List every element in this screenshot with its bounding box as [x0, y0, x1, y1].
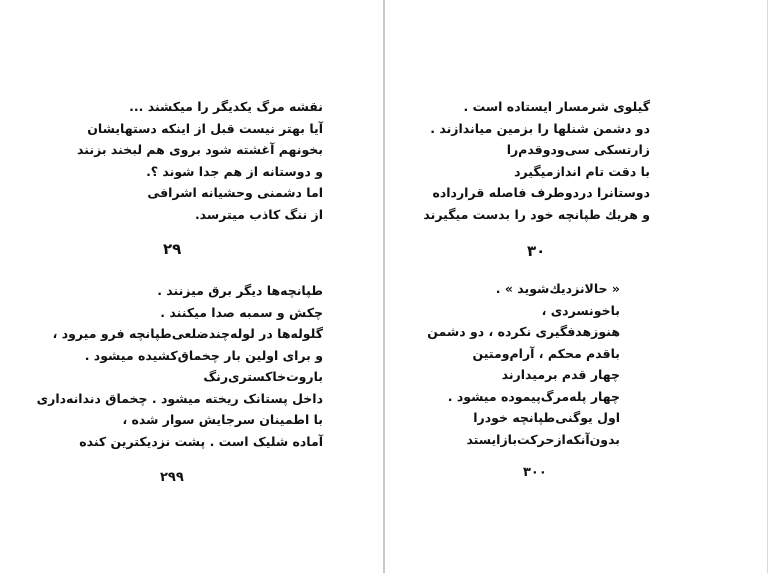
left-page	[0, 0, 383, 573]
text-line: بدون‌آنکه‌ازحرکت‌بازایستد	[466, 431, 620, 447]
text-line: نقشه مرگ یکدیگر را میکشند ...	[129, 99, 323, 114]
text-line: چهار پلەمرگ‌پیموده میشود .	[447, 388, 620, 404]
text-line: اما دشمنی وحشیانه اشرافی	[147, 185, 323, 200]
text-line: آماده شلیک است . پشت نزدیکترین کنده	[79, 433, 323, 449]
text-line: زارتسکی سی‌ودوقدم‌را	[506, 142, 650, 157]
page-number: ۳۰۰	[523, 465, 547, 480]
text-line: چکش و سمبه صدا میکنند .	[160, 304, 323, 320]
text-line: اول یوگنی‌طپانچه خودرا	[473, 410, 620, 425]
text-line: از ننگ کاذب میترسد.	[194, 206, 323, 222]
text-line: داخل پستانک ریخته میشود . چخماق دندانه‌داری	[36, 390, 323, 406]
text-line: « حالانزدیك‌شوید » .	[495, 281, 620, 296]
stanza-number: ۳۰	[527, 242, 546, 260]
text-line: باخونسردی ،	[541, 302, 620, 318]
text-line: باقدم محکم ، آرام‌ومتین	[472, 345, 620, 361]
text-line: باروت‌خاکستری‌رنگ	[203, 369, 323, 384]
text-line: بخونهم آغشته شود بروی هم لبخند بزنند	[77, 142, 323, 157]
left-top-stanza	[77, 96, 323, 225]
text-line: طپانچه‌ها دیگر برق میزنند .	[157, 283, 323, 298]
page-number: ۲۹۹	[160, 470, 184, 485]
left-bottom-stanza	[37, 280, 323, 452]
text-line: هنوزهدفگیری نکرده ، دو دشمن	[427, 324, 620, 339]
text-line: گلوله‌ها در لوله‌چندضلعی‌طپانچه فرو میرود ،	[52, 326, 323, 341]
text-line: دو دشمن شنلها را بزمین میاندازند .	[430, 120, 650, 136]
text-line: با دقت تام اندازمیگیرد	[514, 163, 650, 179]
stanza-number: ۲۹	[163, 240, 182, 258]
right-bottom-stanza	[427, 278, 620, 450]
text-line: دوستانرا دردوطرف فاصله قرارداده	[432, 185, 650, 200]
right-page	[385, 0, 768, 573]
text-line: گیلوی شرمسار ایستاده است .	[463, 99, 650, 114]
text-line: و برای اولین بار چخماق‌کشیده میشود .	[84, 347, 323, 363]
right-top-stanza	[423, 96, 650, 225]
text-line: و دوستانه از هم جدا شوند ؟.	[146, 163, 323, 179]
text-line: چهار قدم برمیدارند	[501, 367, 620, 382]
text-line: با اطمینان سرجایش سوار شده ،	[122, 412, 323, 427]
text-line: آیا بهتر نیست قبل از اینکه دستهایشان	[87, 120, 323, 136]
text-line: و هریك طپانچه خود را بدست میگیرند	[423, 206, 650, 222]
